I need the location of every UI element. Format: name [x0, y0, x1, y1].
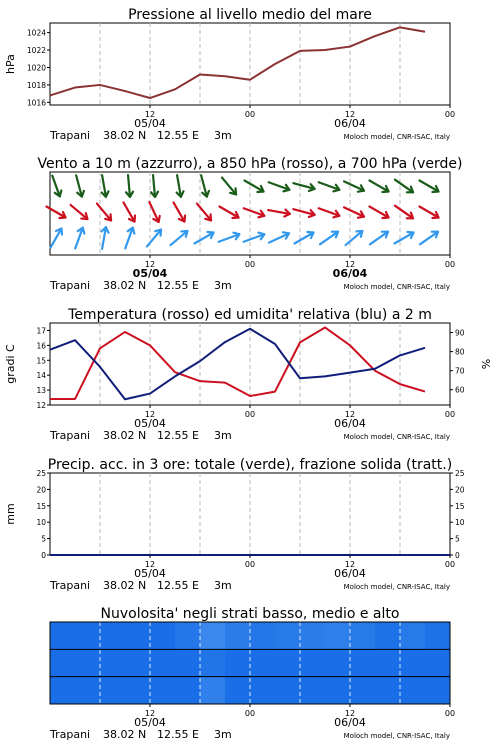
x-tick-label: 00 — [444, 709, 456, 718]
cloud-cell-basso — [400, 677, 426, 704]
x-tick-label: 12 — [144, 410, 156, 419]
y-axis-label: hPa — [4, 54, 17, 74]
wind-arrow-850-hPa — [419, 207, 438, 219]
wind-arrow-850-hPa — [293, 209, 314, 217]
cloud-cell-basso — [150, 677, 176, 704]
station-lat: 38.02 N — [103, 429, 147, 442]
wind-arrow-700-hPa — [419, 181, 438, 193]
y-axis-label: mm — [4, 503, 17, 525]
cloud-cell-alto — [400, 622, 426, 649]
wind-arrow-700-hPa — [126, 175, 133, 197]
cloud-cell-alto — [175, 622, 201, 649]
wind-arrow-10-m — [269, 232, 289, 242]
wind-arrow-10-m — [320, 232, 338, 245]
date-label: 05/04 — [132, 267, 168, 280]
cloud-cell-medio — [200, 649, 226, 676]
cloud-cell-medio — [125, 649, 151, 676]
date-label: 06/04 — [334, 567, 366, 580]
date-label: 05/04 — [134, 417, 166, 430]
wind-arrow-850-hPa — [244, 208, 265, 217]
wind-arrow-850-hPa — [344, 207, 364, 217]
y-tick-label: 1020 — [26, 63, 46, 73]
x-tick-label: 12 — [144, 709, 156, 718]
wind-arrow-700-hPa — [395, 180, 413, 193]
wind-arrow-10-m — [394, 232, 413, 244]
cloud-cell-basso — [225, 677, 251, 704]
panel-title: Precip. acc. in 3 ore: totale (verde), frazione solida (tratt.) — [47, 457, 453, 473]
y-tick-label: 17 — [36, 326, 46, 336]
station-lon: 12.55 E — [157, 429, 199, 442]
cloud-cell-alto — [350, 622, 376, 649]
cloud-cell-alto — [425, 622, 451, 649]
wind-arrow-700-hPa — [151, 175, 158, 197]
panel-title: Vento a 10 m (azzurro), a 850 hPa (rosso), a 700 hPa (verde) — [37, 156, 463, 172]
wind-arrow-10-m — [219, 233, 240, 242]
y-tick-label: 5 — [41, 534, 46, 544]
wind-arrow-700-hPa — [76, 175, 84, 196]
cloud-cell-alto — [150, 622, 176, 649]
wind-arrow-700-hPa — [369, 181, 388, 193]
x-tick-label: 12 — [144, 260, 156, 269]
x-tick-label: 12 — [344, 709, 356, 718]
wind-arrow-850-hPa — [46, 207, 65, 219]
x-tick-label: 00 — [444, 560, 456, 569]
x-tick-label: 12 — [144, 110, 156, 119]
wind-arrow-850-hPa — [71, 205, 88, 219]
wind-arrow-850-hPa — [97, 204, 111, 221]
cloud-cell-basso — [425, 677, 451, 704]
wind-arrow-10-m — [244, 233, 265, 242]
x-tick-label: 00 — [444, 260, 456, 269]
station-lon: 12.55 E — [157, 579, 199, 592]
y-tick-label: 12 — [36, 401, 46, 410]
cloud-cell-alto — [325, 622, 351, 649]
x-tick-label: 00 — [444, 410, 456, 419]
wind-arrow-700-hPa — [102, 175, 109, 197]
station-lon: 12.55 E — [157, 279, 199, 292]
date-label: 06/04 — [334, 417, 366, 430]
panel-title: Pressione al livello medio del mare — [128, 7, 372, 23]
x-tick-label: 12 — [344, 410, 356, 419]
date-label: 06/04 — [334, 716, 366, 729]
cloud-cell-alto — [275, 622, 301, 649]
cloud-cell-medio — [325, 649, 351, 676]
wind-arrow-10-m — [346, 231, 363, 245]
date-label: 05/04 — [134, 716, 166, 729]
cloud-cell-alto — [225, 622, 251, 649]
station-elevation: 3m — [214, 129, 232, 142]
station-elevation: 3m — [214, 579, 232, 592]
wind-arrow-10-m — [125, 228, 134, 249]
wind-arrow-10-m — [194, 232, 213, 244]
y2-tick-label: 90 — [455, 328, 465, 338]
station-name: Trapani — [50, 429, 91, 442]
date-label: 06/04 — [334, 117, 366, 130]
cloud-cell-alto — [125, 622, 151, 649]
cloud-cell-medio — [100, 649, 126, 676]
cloud-cell-medio — [300, 649, 326, 676]
cloud-cell-medio — [400, 649, 426, 676]
model-credit: Moloch model, CNR-ISAC, Italy — [343, 583, 450, 591]
cloud-cell-basso — [375, 677, 401, 704]
y2-tick-label: 20 — [455, 485, 465, 495]
cloud-cell-basso — [100, 677, 126, 704]
model-credit: Moloch model, CNR-ISAC, Italy — [343, 732, 450, 740]
x-tick-label: 12 — [344, 560, 356, 569]
cloud-cell-alto — [100, 622, 126, 649]
y2-tick-label: 25 — [455, 469, 465, 478]
wind-arrow-700-hPa — [222, 178, 236, 195]
station-lon: 12.55 E — [157, 129, 199, 142]
y2-tick-label: 10 — [455, 518, 465, 528]
cloud-cell-basso — [125, 677, 151, 704]
cloud-cell-medio — [425, 649, 451, 676]
wind-arrow-850-hPa — [149, 202, 159, 222]
wind-arrow-10-m — [51, 228, 63, 247]
wind-arrow-10-m — [420, 232, 438, 245]
station-lat: 38.02 N — [103, 279, 147, 292]
cloud-cell-medio — [50, 649, 76, 676]
wind-arrow-700-hPa — [52, 176, 61, 197]
x-tick-label: 00 — [244, 260, 256, 269]
panel-title: Nuvolosita' negli strati basso, medio e alto — [100, 606, 400, 622]
wind-arrow-10-m — [370, 232, 388, 245]
wind-arrow-700-hPa — [344, 181, 364, 191]
wind-arrow-10-m — [75, 228, 84, 249]
y-tick-label: 16 — [36, 341, 46, 351]
x-tick-label: 00 — [244, 709, 256, 718]
wind-arrow-700-hPa — [269, 182, 290, 191]
cloud-cell-medio — [75, 649, 101, 676]
panel-title: Temperatura (rosso) ed umidita' relativa (blu) a 2 m — [68, 307, 432, 323]
wind-arrow-10-m — [171, 231, 188, 245]
cloud-cell-alto — [50, 622, 76, 649]
station-name: Trapani — [50, 129, 91, 142]
station-lat: 38.02 N — [103, 728, 147, 741]
model-credit: Moloch model, CNR-ISAC, Italy — [343, 133, 450, 141]
wind-arrow-850-hPa — [369, 207, 388, 219]
station-lon: 12.55 E — [157, 728, 199, 741]
station-elevation: 3m — [214, 279, 232, 292]
cloud-cell-alto — [300, 622, 326, 649]
model-credit: Moloch model, CNR-ISAC, Italy — [343, 433, 450, 441]
cloud-cell-basso — [275, 677, 301, 704]
cloud-cell-basso — [250, 677, 276, 704]
station-elevation: 3m — [214, 728, 232, 741]
cloud-cell-basso — [200, 677, 226, 704]
y-tick-label: 20 — [36, 485, 46, 495]
cloud-cell-alto — [375, 622, 401, 649]
cloud-cell-alto — [200, 622, 226, 649]
wind-arrow-700-hPa — [177, 175, 184, 197]
x-tick-label: 00 — [244, 560, 256, 569]
y-tick-label: 0 — [41, 551, 46, 560]
model-credit: Moloch model, CNR-ISAC, Italy — [343, 283, 450, 291]
cloud-cell-medio — [250, 649, 276, 676]
wind-arrow-700-hPa — [319, 182, 340, 191]
y-tick-label: 25 — [36, 469, 46, 478]
y-axis-label: gradi C — [4, 344, 17, 384]
cloud-cell-medio — [275, 649, 301, 676]
station-name: Trapani — [50, 279, 91, 292]
cloud-cell-medio — [150, 649, 176, 676]
pressure-line — [50, 27, 425, 98]
y-tick-label: 15 — [36, 501, 46, 511]
wind-shaft — [171, 231, 188, 245]
x-tick-label: 12 — [344, 260, 356, 269]
y2-tick-label: 5 — [455, 534, 460, 544]
wind-arrow-850-hPa — [319, 208, 340, 217]
y-tick-label: 1024 — [26, 28, 46, 38]
cloud-cell-medio — [225, 649, 251, 676]
wind-shaft — [147, 230, 161, 247]
cloud-cell-basso — [300, 677, 326, 704]
wind-arrow-10-m — [147, 230, 161, 247]
cloud-cell-medio — [375, 649, 401, 676]
wind-arrow-850-hPa — [197, 204, 211, 221]
temperature-line — [50, 327, 425, 399]
x-tick-label: 00 — [244, 410, 256, 419]
wind-arrow-850-hPa — [219, 207, 238, 219]
y-tick-label: 13 — [36, 386, 46, 396]
wind-arrow-700-hPa — [244, 181, 263, 193]
cloud-cell-medio — [175, 649, 201, 676]
panel-frame-3 — [50, 323, 450, 405]
y-tick-label: 1022 — [26, 46, 46, 56]
wind-shaft — [71, 205, 88, 219]
y-tick-label: 10 — [36, 518, 46, 528]
wind-shaft — [197, 204, 211, 221]
wind-arrow-700-hPa — [293, 183, 314, 191]
cloud-cell-alto — [75, 622, 101, 649]
cloud-cell-basso — [50, 677, 76, 704]
wind-arrow-10-m — [102, 227, 109, 249]
panel-frame-4 — [50, 473, 450, 555]
y2-tick-label: 80 — [455, 347, 465, 357]
y-tick-label: 15 — [36, 356, 46, 366]
wind-arrow-850-hPa — [174, 202, 186, 221]
panel-frame-1 — [50, 23, 450, 105]
wind-shaft — [222, 178, 236, 195]
wind-arrow-850-hPa — [268, 210, 290, 217]
x-tick-label: 00 — [444, 110, 456, 119]
y2-tick-label: 70 — [455, 366, 465, 376]
cloud-cell-basso — [75, 677, 101, 704]
station-name: Trapani — [50, 728, 91, 741]
cloud-cell-basso — [350, 677, 376, 704]
wind-arrow-850-hPa — [395, 206, 413, 219]
cloud-cell-basso — [325, 677, 351, 704]
x-tick-label: 12 — [144, 560, 156, 569]
y2-tick-label: 60 — [455, 385, 465, 395]
y2-axis-label: % — [480, 358, 493, 370]
date-label: 06/04 — [332, 267, 368, 280]
station-lat: 38.02 N — [103, 129, 147, 142]
y2-tick-label: 0 — [455, 551, 460, 560]
station-elevation: 3m — [214, 429, 232, 442]
x-tick-label: 00 — [244, 110, 256, 119]
wind-shaft — [97, 204, 111, 221]
wind-arrow-700-hPa — [201, 175, 209, 196]
date-label: 05/04 — [134, 117, 166, 130]
cloud-cell-basso — [175, 677, 201, 704]
station-lat: 38.02 N — [103, 579, 147, 592]
cloud-cell-medio — [350, 649, 376, 676]
date-label: 05/04 — [134, 567, 166, 580]
wind-arrow-850-hPa — [124, 202, 136, 221]
y2-tick-label: 15 — [455, 501, 465, 511]
wind-arrow-10-m — [294, 232, 313, 244]
wind-shaft — [346, 231, 363, 245]
cloud-cell-alto — [250, 622, 276, 649]
y-tick-label: 1016 — [26, 98, 46, 108]
y-tick-label: 14 — [36, 371, 46, 381]
station-name: Trapani — [50, 579, 91, 592]
y-tick-label: 1018 — [26, 80, 46, 90]
x-tick-label: 12 — [344, 110, 356, 119]
